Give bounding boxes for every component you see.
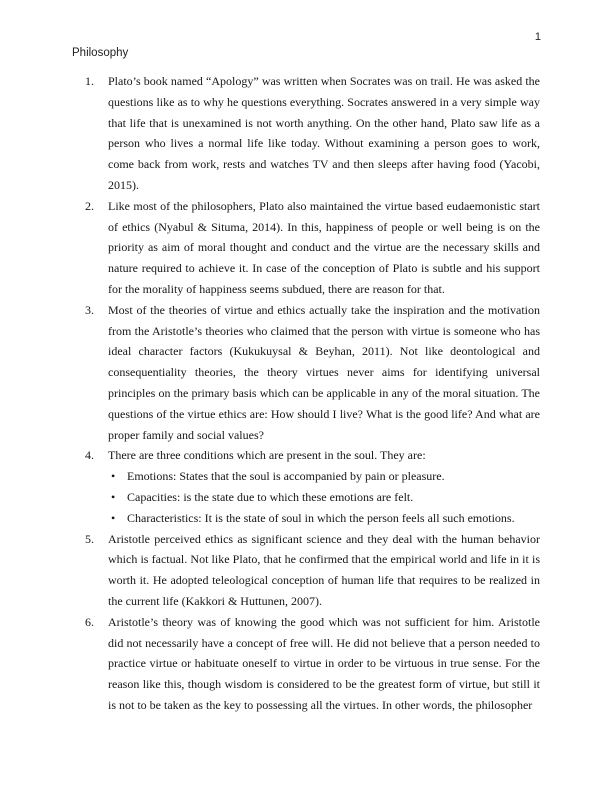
list-item-number: 6. xyxy=(85,614,94,629)
list-item-text: Aristotle perceived ethics as significant science and they deal with the human behavior which is factual. Not like Plato, that he confirmed that the empirical world and life in it is worth it. He adopted teleological conception of human life that requires to be realized in the current life (Kakkori & Huttunen, 2007). xyxy=(108,531,540,608)
list-item-number: 4. xyxy=(85,448,94,463)
bullet-list-item xyxy=(108,487,540,508)
bullet-list-item xyxy=(108,508,540,529)
running-head: Philosophy xyxy=(72,47,129,59)
list-item-text: Like most of the philosophers, Plato also maintained the virtue based eudaemonistic start of ethics (Nyabul & Situma, 2014). In this, happiness of people or well being is on the priority as aim of moral thought and conduct and the virtue are the necessary skills and nature required to achieve it. In case of the conception of Plato is subtle and his support for the morality of happiness seems subdued, there are reason for that. xyxy=(108,198,540,296)
list-item xyxy=(72,196,540,300)
bullet-item-text: Emotions: States that the soul is accompanied by pain or pleasure. xyxy=(127,469,445,484)
list-item-number: 3. xyxy=(85,302,94,317)
list-item xyxy=(72,445,540,528)
list-item-text: Plato’s book named “Apology” was written when Socrates was on trail. He was asked the questions like as to why he questions everything. Socrates answered in a very simple way that life that is unexamined is not worth anything. On the other hand, Plato saw life as a person who lives a normal life like today. Without examining a person goes to work, come back from work, rests and watches TV and then sleeps after having food (Yacobi, 2015). xyxy=(108,74,540,192)
document-body xyxy=(72,71,540,716)
bullet-item-text: Characteristics: It is the state of soul in which the person feels all such emotions. xyxy=(127,510,515,525)
list-item-number: 5. xyxy=(85,531,94,546)
list-item xyxy=(72,71,540,196)
bullet-icon: • xyxy=(111,510,116,525)
bullet-list-item xyxy=(108,466,540,487)
bullet-icon: • xyxy=(111,489,116,504)
list-item-text xyxy=(108,445,540,528)
list-item-number: 1. xyxy=(85,74,94,88)
list-item-number: 2. xyxy=(85,198,94,213)
list-item-lead-text: There are three conditions which are present in the soul. They are: xyxy=(108,448,426,463)
list-item xyxy=(72,529,540,612)
list-item-text: Most of the theories of virtue and ethics actually take the inspiration and the motivation from the Aristotle’s theories who claimed that the person with virtue is someone who has ideal character factors (Kukukuysal & Beyhan, 2011). Not like deontological and consequentiality theories, the theory virtues never aims for identifying universal principles on the primary basis which can be applicable in any of the moral situation. The questions of the virtue ethics are: How should I live? What is the good life? And what are proper family and social values? xyxy=(108,302,540,442)
list-item-text: Aristotle’s theory was of knowing the good which was not sufficient for him. Aristotle did not necessarily have a concept of free will. He did not believe that a person needed to practice virtue or habituate oneself to virtue in order to be virtuous in true sense. For the reason like this, though wisdom is considered to be the greatest form of virtue, but still it is not to be taken as the key to possessing all the virtues. In other words, the philosopher xyxy=(108,614,540,712)
bullet-icon: • xyxy=(111,469,116,484)
bullet-item-text: Capacities: is the state due to which these emotions are felt. xyxy=(127,489,414,504)
list-item xyxy=(72,300,540,446)
page-number: 1 xyxy=(534,31,541,43)
list-item xyxy=(72,612,540,716)
